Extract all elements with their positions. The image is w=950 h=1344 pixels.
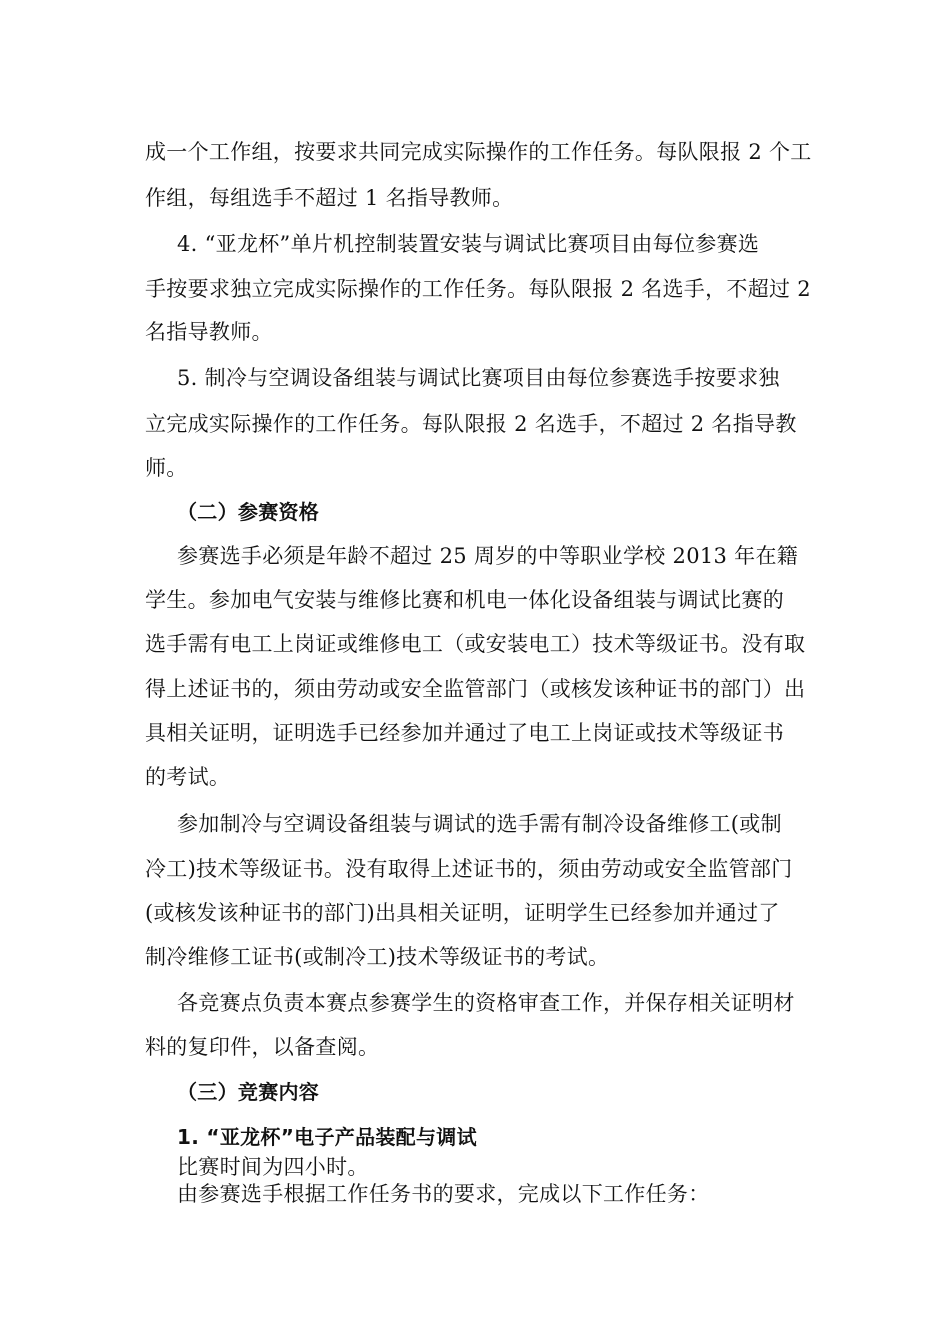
paragraph-line: 料的复印件，以备查阅。 bbox=[145, 1035, 380, 1059]
paragraph-line: 由参赛选手根据工作任务书的要求，完成以下工作任务： bbox=[177, 1182, 710, 1206]
list-item-4-line: 名指导教师。 bbox=[145, 320, 273, 344]
paragraph-line: (或核发该种证书的部门)出具相关证明，证明学生已经参加并通过了 bbox=[145, 901, 780, 925]
paragraph-line: 成一个工作组，按要求共同完成实际操作的工作任务。每队限报 2 个工 bbox=[145, 140, 812, 164]
paragraph-line: 各竞赛点负责本赛点参赛学生的资格审查工作，并保存相关证明材 bbox=[177, 991, 795, 1015]
paragraph-line: 参加制冷与空调设备组装与调试的选手需有制冷设备维修工(或制 bbox=[177, 812, 782, 836]
paragraph-line: 制冷维修工证书(或制冷工)技术等级证书的考试。 bbox=[145, 945, 610, 969]
paragraph-line: 学生。参加电气安装与维修比赛和机电一体化设备组装与调试比赛的 bbox=[145, 588, 784, 612]
paragraph-line: 比赛时间为四小时。 bbox=[177, 1155, 369, 1179]
paragraph-line: 参赛选手必须是年龄不超过 25 周岁的中等职业学校 2013 年在籍 bbox=[177, 544, 799, 568]
subsection-heading: 1. “亚龙杯”电子产品装配与调试 bbox=[177, 1125, 477, 1149]
section-heading: （二）参赛资格 bbox=[177, 500, 320, 524]
list-item-5-line: 5. 制冷与空调设备组装与调试比赛项目由每位参赛选手按要求独 bbox=[177, 366, 780, 390]
paragraph-line: 具相关证明，证明选手已经参加并通过了电工上岗证或技术等级证书 bbox=[145, 721, 784, 745]
list-item-5-line: 师。 bbox=[145, 456, 188, 480]
list-item-4-line: 手按要求独立完成实际操作的工作任务。每队限报 2 名选手，不超过 2 bbox=[145, 277, 811, 301]
paragraph-line: 作组，每组选手不超过 1 名指导教师。 bbox=[145, 186, 514, 210]
section-heading: （三）竞赛内容 bbox=[177, 1080, 320, 1104]
paragraph-line: 冷工)技术等级证书。没有取得上述证书的，须由劳动或安全监管部门 bbox=[145, 857, 793, 881]
paragraph-line: 的考试。 bbox=[145, 765, 231, 789]
list-item-4-line: 4. “亚龙杯”单片机控制装置安装与调试比赛项目由每位参赛选 bbox=[177, 232, 760, 256]
paragraph-line: 选手需有电工上岗证或维修电工（或安装电工）技术等级证书。没有取 bbox=[145, 632, 806, 656]
list-item-5-line: 立完成实际操作的工作任务。每队限报 2 名选手，不超过 2 名指导教 bbox=[145, 412, 797, 436]
paragraph-line: 得上述证书的，须由劳动或安全监管部门（或核发该种证书的部门）出 bbox=[145, 677, 806, 701]
